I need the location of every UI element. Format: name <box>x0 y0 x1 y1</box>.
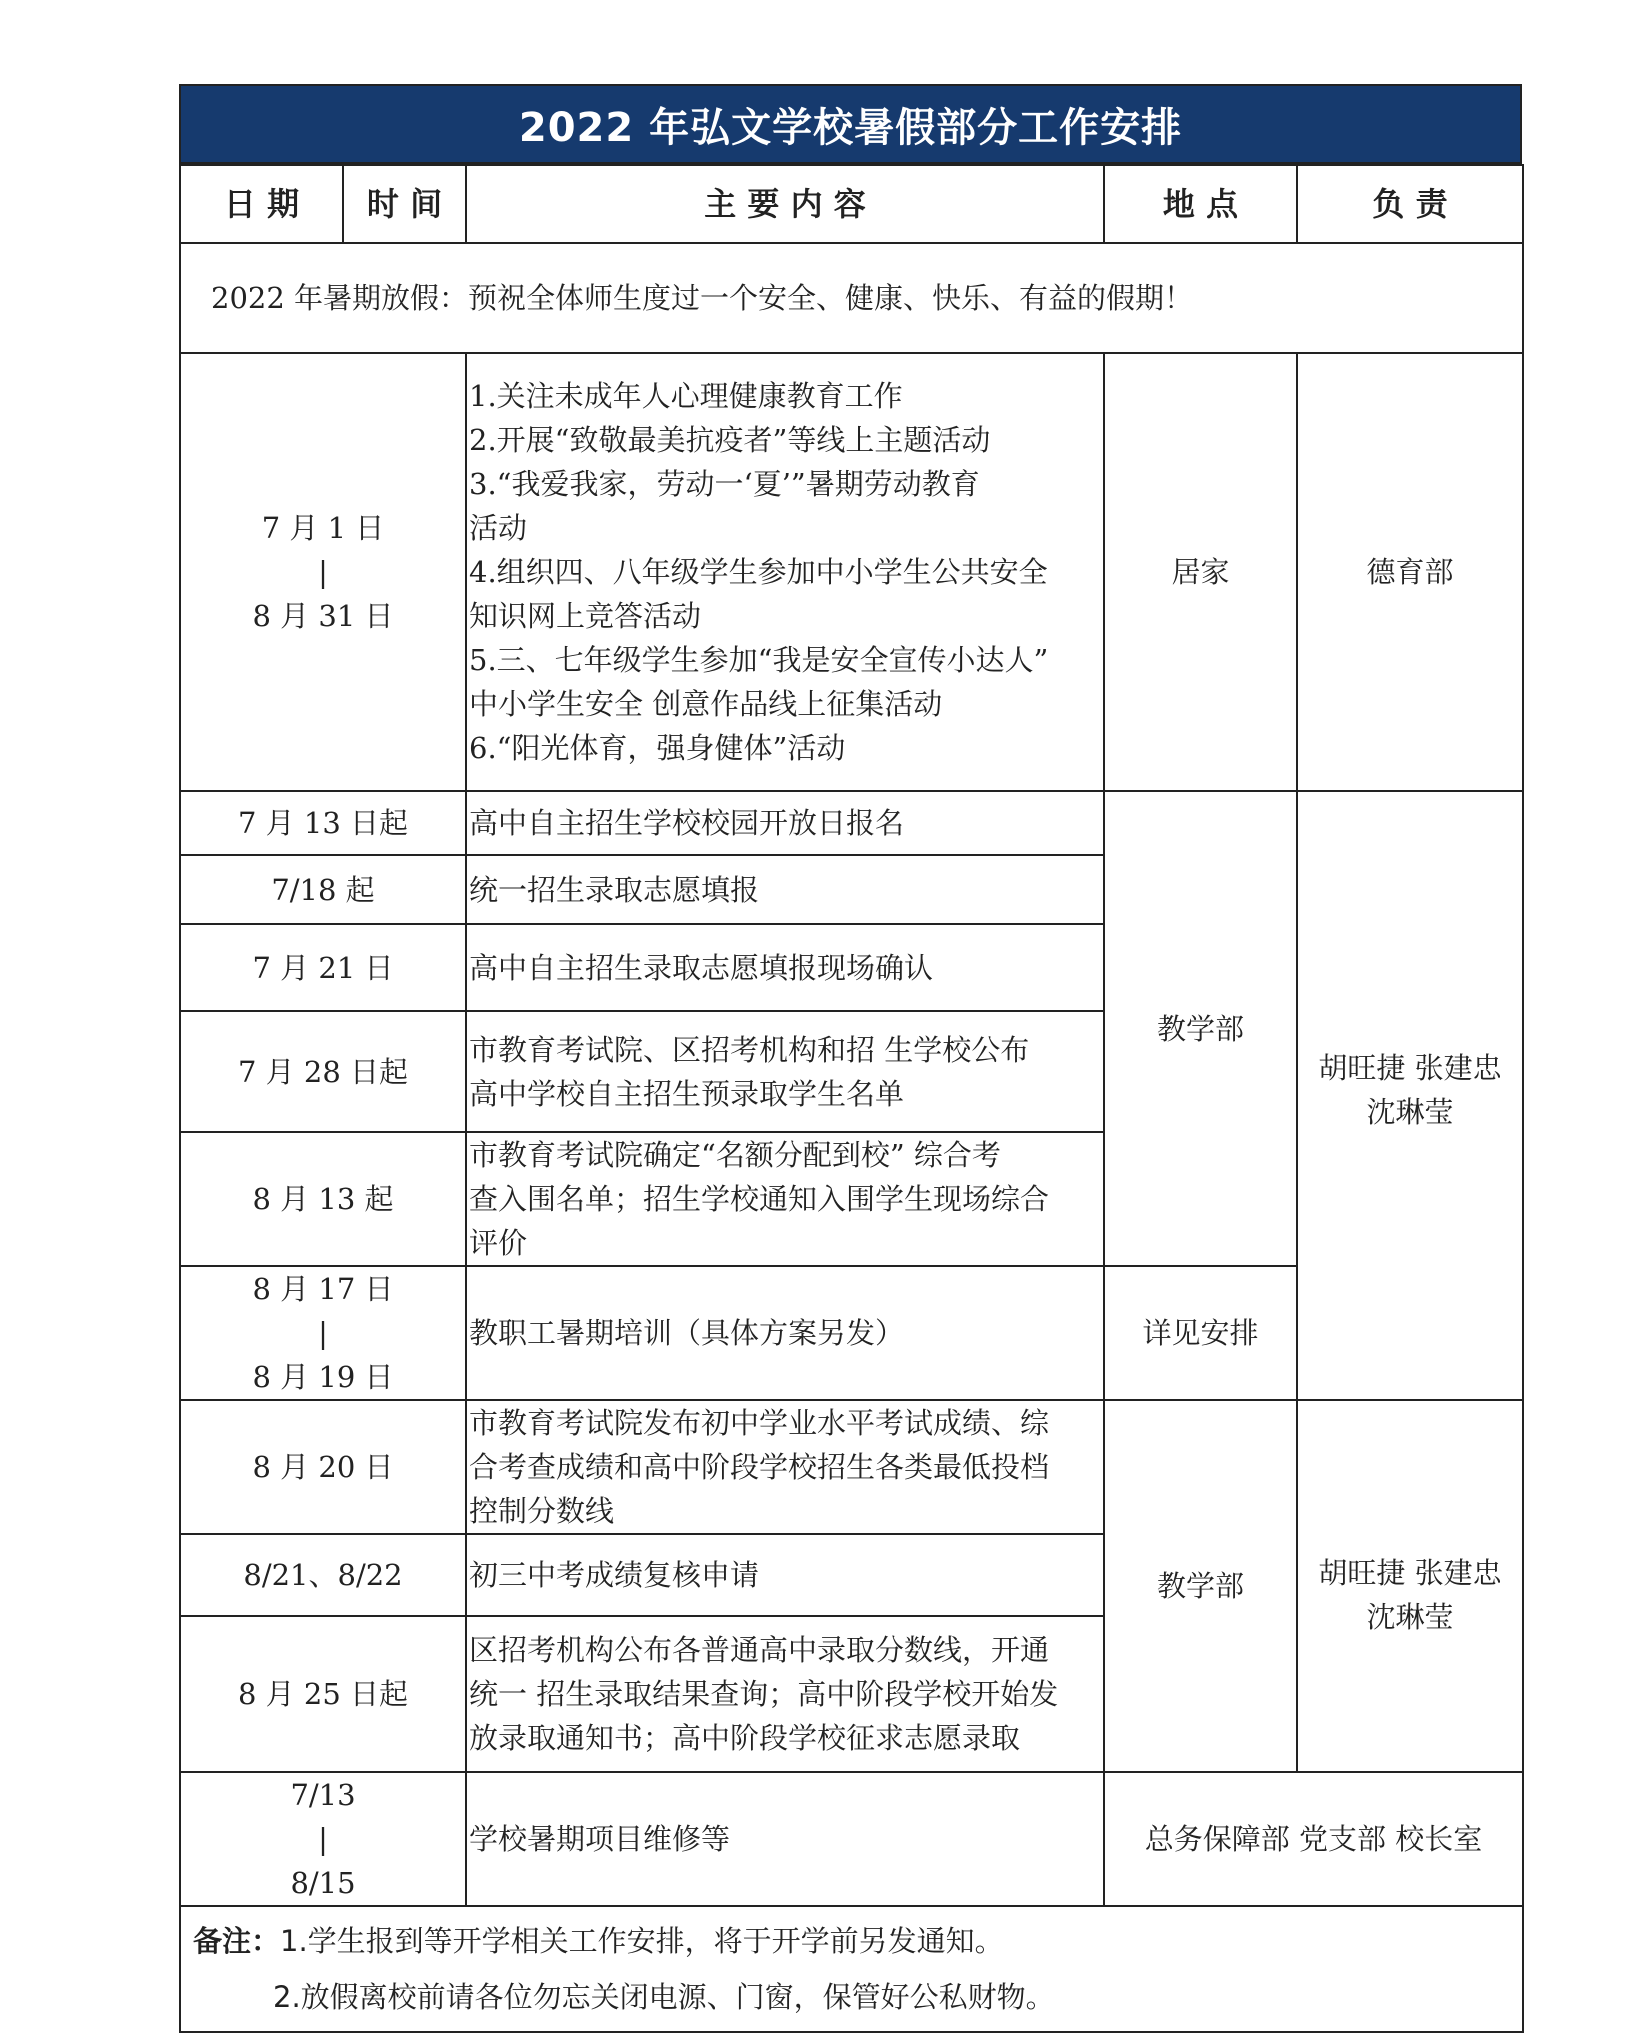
responsible-cell: 胡旺捷 张建忠 沈琳莹 <box>1297 1400 1523 1772</box>
location-cell: 居家 <box>1104 353 1297 791</box>
header-responsible: 负 责 <box>1297 165 1523 243</box>
table-row <box>180 791 1523 855</box>
date-cell: 7/18 起 <box>180 855 466 924</box>
date-cell: 8 月 25 日起 <box>180 1616 466 1772</box>
header-location: 地 点 <box>1104 165 1297 243</box>
schedule-document <box>179 84 1522 2033</box>
location-cell: 教学部 <box>1104 791 1297 1266</box>
content-cell: 高中自主招生录取志愿填报现场确认 <box>466 924 1104 1011</box>
remarks-cell <box>180 1906 1523 2032</box>
content-cell: 初三中考成绩复核申请 <box>466 1534 1104 1616</box>
content-cell: 高中自主招生学校校园开放日报名 <box>466 791 1104 855</box>
holiday-notice: 2022 年暑期放假：预祝全体师生度过一个安全、健康、快乐、有益的假期！ <box>180 243 1523 353</box>
location-responsible-cell: 总务保障部 党支部 校长室 <box>1104 1772 1523 1906</box>
content-cell: 教职工暑期培训（具体方案另发） <box>466 1266 1104 1400</box>
date-cell: 8/21、8/22 <box>180 1534 466 1616</box>
schedule-table <box>179 164 1524 2033</box>
date-cell: 7 月 21 日 <box>180 924 466 1011</box>
remark-2: 2.放假离校前请各位勿忘关闭电源、门窗，保管好公私财物。 <box>273 1980 1055 2014</box>
content-cell: 区招考机构公布各普通高中录取分数线，开通 统一 招生录取结果查询；高中阶段学校开始发 放录取通知书；高中阶段学校征求志愿录取 <box>466 1616 1104 1772</box>
content-cell: 1.关注未成年人心理健康教育工作 2.开展“致敬最美抗疫者”等线上主题活动 3.“我爱我家，劳动一‘夏’”暑期劳动教育 活动 4.组织四、八年级学生参加中小学生公共安全 知识网上竞答活动 5.三、七年级学生参加“我是安全宣传小达人” 中小学生安全 创意作品线上征集活动 6.“阳光体育，强身健体”活动 <box>466 353 1104 791</box>
notice-row <box>180 243 1523 353</box>
table-row <box>180 353 1523 791</box>
table-row <box>180 1400 1523 1534</box>
date-cell: 8 月 17 日 | 8 月 19 日 <box>180 1266 466 1400</box>
date-cell: 7 月 13 日起 <box>180 791 466 855</box>
remark-1: 1.学生报到等开学相关工作安排，将于开学前另发通知。 <box>280 1924 1004 1958</box>
date-cell: 8 月 13 起 <box>180 1132 466 1266</box>
responsible-cell: 胡旺捷 张建忠 沈琳莹 <box>1297 791 1523 1400</box>
header-date: 日 期 <box>180 165 343 243</box>
remarks-row <box>180 1906 1523 2032</box>
header-time: 时 间 <box>343 165 466 243</box>
responsible-cell: 德育部 <box>1297 353 1523 791</box>
date-cell: 7 月 28 日起 <box>180 1011 466 1132</box>
content-cell: 市教育考试院、区招考机构和招 生学校公布 高中学校自主招生预录取学生名单 <box>466 1011 1104 1132</box>
header-content: 主 要 内 容 <box>466 165 1104 243</box>
content-cell: 市教育考试院确定“名额分配到校” 综合考 查入围名单；招生学校通知入围学生现场综合 评价 <box>466 1132 1104 1266</box>
content-cell: 统一招生录取志愿填报 <box>466 855 1104 924</box>
content-cell: 市教育考试院发布初中学业水平考试成绩、综 合考查成绩和高中阶段学校招生各类最低投档 控制分数线 <box>466 1400 1104 1534</box>
date-cell: 8 月 20 日 <box>180 1400 466 1534</box>
date-cell: 7 月 1 日 | 8 月 31 日 <box>180 353 466 791</box>
document-title: 2022 年弘文学校暑假部分工作安排 <box>179 84 1522 164</box>
location-cell: 教学部 <box>1104 1400 1297 1772</box>
remarks-label: 备注： <box>193 1924 281 1958</box>
table-header-row <box>180 165 1523 243</box>
table-row <box>180 1772 1523 1906</box>
content-cell: 学校暑期项目维修等 <box>466 1772 1104 1906</box>
date-cell: 7/13 | 8/15 <box>180 1772 466 1906</box>
location-cell: 详见安排 <box>1104 1266 1297 1400</box>
